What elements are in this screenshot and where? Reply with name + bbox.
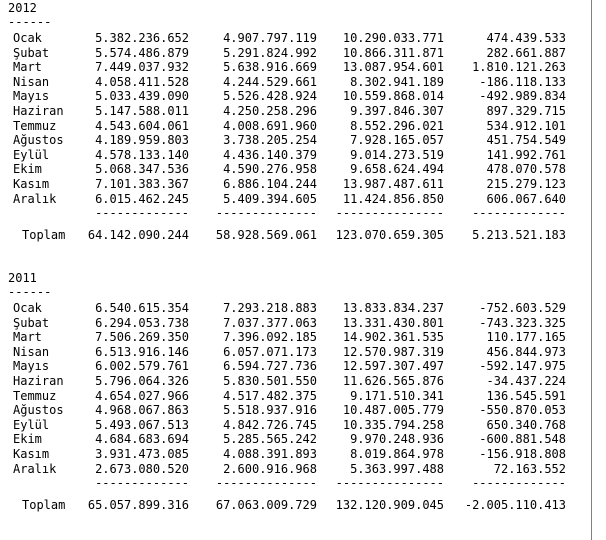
total-value: 5.213.521.183 — [472, 228, 566, 243]
cell-value: 4.578.133.140 — [95, 147, 189, 162]
cell-value: 4.058.411.528 — [95, 74, 189, 89]
cell-value: -156.918.808 — [479, 447, 566, 461]
section-underline: ------ — [8, 15, 52, 29]
cell-value: 13.987.487.611 — [342, 177, 444, 191]
cell-value: 4.436.140.379 — [223, 147, 317, 162]
cell-value: 5.493.067.513 — [95, 417, 189, 432]
month-name: Ekim — [13, 162, 42, 177]
cell-value: 5.638.916.669 — [223, 60, 317, 75]
total-value: -2.005.110.413 — [464, 498, 566, 513]
table-row — [0, 462, 591, 476]
cell-value: 5.033.439.090 — [95, 89, 189, 104]
cell-value: 10.559.868.014 — [342, 89, 444, 104]
column-separator: ------------- — [472, 476, 566, 491]
month-name: Ağustos — [13, 133, 64, 148]
cell-value: 9.658.624.494 — [350, 162, 444, 177]
cell-value: 6.540.615.354 — [95, 301, 189, 315]
cell-value: 6.513.916.146 — [95, 344, 189, 359]
cell-value: 9.397.846.307 — [350, 104, 444, 118]
cell-value: 4.968.067.863 — [95, 403, 189, 418]
cell-value: 12.597.307.497 — [342, 359, 444, 374]
cell-value: 10.866.311.871 — [342, 45, 444, 60]
section-year-line — [0, 1, 591, 15]
total-label: Toplam — [22, 498, 66, 513]
month-name: Haziran — [13, 104, 64, 118]
cell-value: 13.331.430.801 — [342, 315, 444, 330]
cell-value: 6.594.727.736 — [223, 359, 317, 374]
month-name: Nisan — [13, 344, 50, 359]
table-row — [0, 316, 591, 330]
section-underline-line — [0, 15, 591, 29]
column-separator: -------------- — [215, 476, 317, 491]
cell-value: 478.070.578 — [486, 162, 566, 177]
cell-value: 474.439.533 — [486, 31, 566, 45]
cell-value: -752.603.529 — [479, 301, 566, 315]
cell-value: 136.545.591 — [486, 388, 566, 403]
column-separator: ------------- — [95, 476, 189, 491]
cell-value: 9.970.248.936 — [350, 432, 444, 447]
table-row — [0, 119, 591, 133]
table-row — [0, 148, 591, 162]
cell-value: 110.177.165 — [486, 330, 566, 345]
cell-value: -743.323.325 — [479, 315, 566, 330]
cell-value: 8.302.941.189 — [350, 74, 444, 89]
cell-value: 5.147.588.011 — [95, 104, 189, 118]
table-row — [0, 418, 591, 432]
table-row — [0, 46, 591, 60]
cell-value: -492.989.834 — [479, 89, 566, 104]
cell-value: 7.101.383.367 — [95, 177, 189, 191]
month-name: Eylül — [13, 147, 50, 162]
cell-value: 7.928.165.057 — [350, 133, 444, 148]
total-row — [0, 228, 591, 242]
total-value: 64.142.090.244 — [87, 228, 189, 243]
cell-value: 7.037.377.063 — [223, 315, 317, 330]
month-name: Ocak — [13, 301, 42, 315]
total-separator-line — [0, 476, 591, 490]
month-name: Eylül — [13, 417, 50, 432]
cell-value: 4.008.691.960 — [223, 118, 317, 133]
cell-value: 12.570.987.319 — [342, 344, 444, 359]
cell-value: 4.684.683.694 — [95, 432, 189, 447]
cell-value: 4.543.604.061 — [95, 118, 189, 133]
month-name: Temmuz — [13, 118, 57, 133]
table-row — [0, 104, 591, 118]
cell-value: 2.673.080.520 — [95, 461, 189, 476]
cell-value: 14.902.361.535 — [342, 330, 444, 345]
month-name: Mart — [13, 60, 42, 75]
month-name: Ekim — [13, 432, 42, 447]
section-year: 2012 — [8, 1, 37, 15]
cell-value: 5.518.937.916 — [223, 403, 317, 418]
cell-value: 10.487.005.779 — [342, 403, 444, 418]
cell-value: 11.626.565.876 — [342, 374, 444, 388]
table-row — [0, 177, 591, 191]
cell-value: 141.992.761 — [486, 147, 566, 162]
total-separator-line — [0, 206, 591, 220]
month-name: Ocak — [13, 31, 42, 45]
cell-value: 451.754.549 — [486, 133, 566, 148]
cell-value: 4.907.797.119 — [223, 31, 317, 45]
table-row — [0, 133, 591, 147]
column-separator: --------------- — [335, 476, 444, 491]
cell-value: 456.844.973 — [486, 344, 566, 359]
cell-value: 7.396.092.185 — [223, 330, 317, 345]
cell-value: 4.517.482.375 — [223, 388, 317, 403]
total-value: 65.057.899.316 — [87, 498, 189, 513]
cell-value: 4.842.726.745 — [223, 417, 317, 432]
cell-value: 7.449.037.932 — [95, 60, 189, 75]
cell-value: 5.409.394.605 — [223, 191, 317, 206]
cell-value: 5.574.486.879 — [95, 45, 189, 60]
cell-value: 2.600.916.968 — [223, 461, 317, 476]
cell-value: 9.014.273.519 — [350, 147, 444, 162]
section-underline: ------ — [8, 285, 52, 299]
cell-value: 5.382.236.652 — [95, 31, 189, 45]
table-row — [0, 301, 591, 315]
month-name: Aralık — [13, 191, 57, 206]
table-row — [0, 359, 591, 373]
cell-value: 4.088.391.893 — [223, 447, 317, 461]
table-row — [0, 432, 591, 446]
cell-value: 1.810.121.263 — [472, 60, 566, 75]
month-name: Şubat — [13, 45, 50, 60]
total-value: 58.928.569.061 — [215, 228, 317, 243]
month-name: Temmuz — [13, 388, 57, 403]
total-value: 67.063.009.729 — [215, 498, 317, 513]
cell-value: 6.057.071.173 — [223, 344, 317, 359]
month-name: Ağustos — [13, 403, 64, 418]
cell-value: 897.329.715 — [486, 104, 566, 118]
cell-value: 4.250.258.296 — [223, 104, 317, 118]
cell-value: 5.291.824.992 — [223, 45, 317, 60]
section-year: 2011 — [8, 271, 37, 285]
table-row — [0, 374, 591, 388]
cell-value: 13.087.954.601 — [342, 60, 444, 75]
cell-value: 5.830.501.550 — [223, 374, 317, 388]
month-name: Kasım — [13, 177, 50, 191]
cell-value: 606.067.640 — [486, 191, 566, 206]
cell-value: 3.738.205.254 — [223, 133, 317, 148]
table-row — [0, 192, 591, 206]
cell-value: 6.015.462.245 — [95, 191, 189, 206]
cell-value: 5.363.997.488 — [350, 461, 444, 476]
cell-value: -600.881.548 — [479, 432, 566, 447]
cell-value: 9.171.510.341 — [350, 388, 444, 403]
table-row — [0, 389, 591, 403]
month-name: Nisan — [13, 74, 50, 89]
cell-value: 4.244.529.661 — [223, 74, 317, 89]
column-separator: --------------- — [335, 206, 444, 221]
cell-value: -550.870.053 — [479, 403, 566, 418]
cell-value: 4.654.027.966 — [95, 388, 189, 403]
month-name: Şubat — [13, 315, 50, 330]
cell-value: -186.118.133 — [479, 74, 566, 89]
cell-value: 72.163.552 — [493, 461, 566, 476]
cell-value: -592.147.975 — [479, 359, 566, 374]
total-value: 132.120.909.045 — [335, 498, 444, 513]
table-row — [0, 89, 591, 103]
cell-value: 6.886.104.244 — [223, 177, 317, 191]
table-row — [0, 330, 591, 344]
table-row — [0, 60, 591, 74]
column-separator: -------------- — [215, 206, 317, 221]
cell-value: 650.340.768 — [486, 417, 566, 432]
month-name: Haziran — [13, 374, 64, 388]
total-row — [0, 498, 591, 512]
cell-value: 8.019.864.978 — [350, 447, 444, 461]
column-separator: ------------- — [472, 206, 566, 221]
month-name: Mayıs — [13, 89, 50, 104]
cell-value: 5.068.347.536 — [95, 162, 189, 177]
table-row — [0, 345, 591, 359]
cell-value: 4.189.959.803 — [95, 133, 189, 148]
cell-value: -34.437.224 — [486, 374, 566, 388]
cell-value: 10.335.794.258 — [342, 417, 444, 432]
cell-value: 8.552.296.021 — [350, 118, 444, 133]
cell-value: 7.506.269.350 — [95, 330, 189, 345]
month-name: Mayıs — [13, 359, 50, 374]
column-separator: ------------- — [95, 206, 189, 221]
cell-value: 534.912.101 — [486, 118, 566, 133]
cell-value: 4.590.276.958 — [223, 162, 317, 177]
cell-value: 6.002.579.761 — [95, 359, 189, 374]
cell-value: 5.796.064.326 — [95, 374, 189, 388]
cell-value: 5.285.565.242 — [223, 432, 317, 447]
cell-value: 3.931.473.085 — [95, 447, 189, 461]
section-underline-line — [0, 285, 591, 299]
cell-value: 13.833.834.237 — [342, 301, 444, 315]
table-row — [0, 403, 591, 417]
cell-value: 215.279.123 — [486, 177, 566, 191]
cell-value: 5.526.428.924 — [223, 89, 317, 104]
total-label: Toplam — [22, 228, 66, 243]
cell-value: 282.661.887 — [486, 45, 566, 60]
month-name: Aralık — [13, 461, 57, 476]
cell-value: 7.293.218.883 — [223, 301, 317, 315]
table-row — [0, 162, 591, 176]
cell-value: 10.290.033.771 — [342, 31, 444, 45]
table-row — [0, 447, 591, 461]
cell-value: 6.294.053.738 — [95, 315, 189, 330]
cell-value: 11.424.856.850 — [342, 191, 444, 206]
table-row — [0, 31, 591, 45]
section-year-line — [0, 271, 591, 285]
total-value: 123.070.659.305 — [335, 228, 444, 243]
month-name: Mart — [13, 330, 42, 345]
month-name: Kasım — [13, 447, 50, 461]
table-row — [0, 75, 591, 89]
